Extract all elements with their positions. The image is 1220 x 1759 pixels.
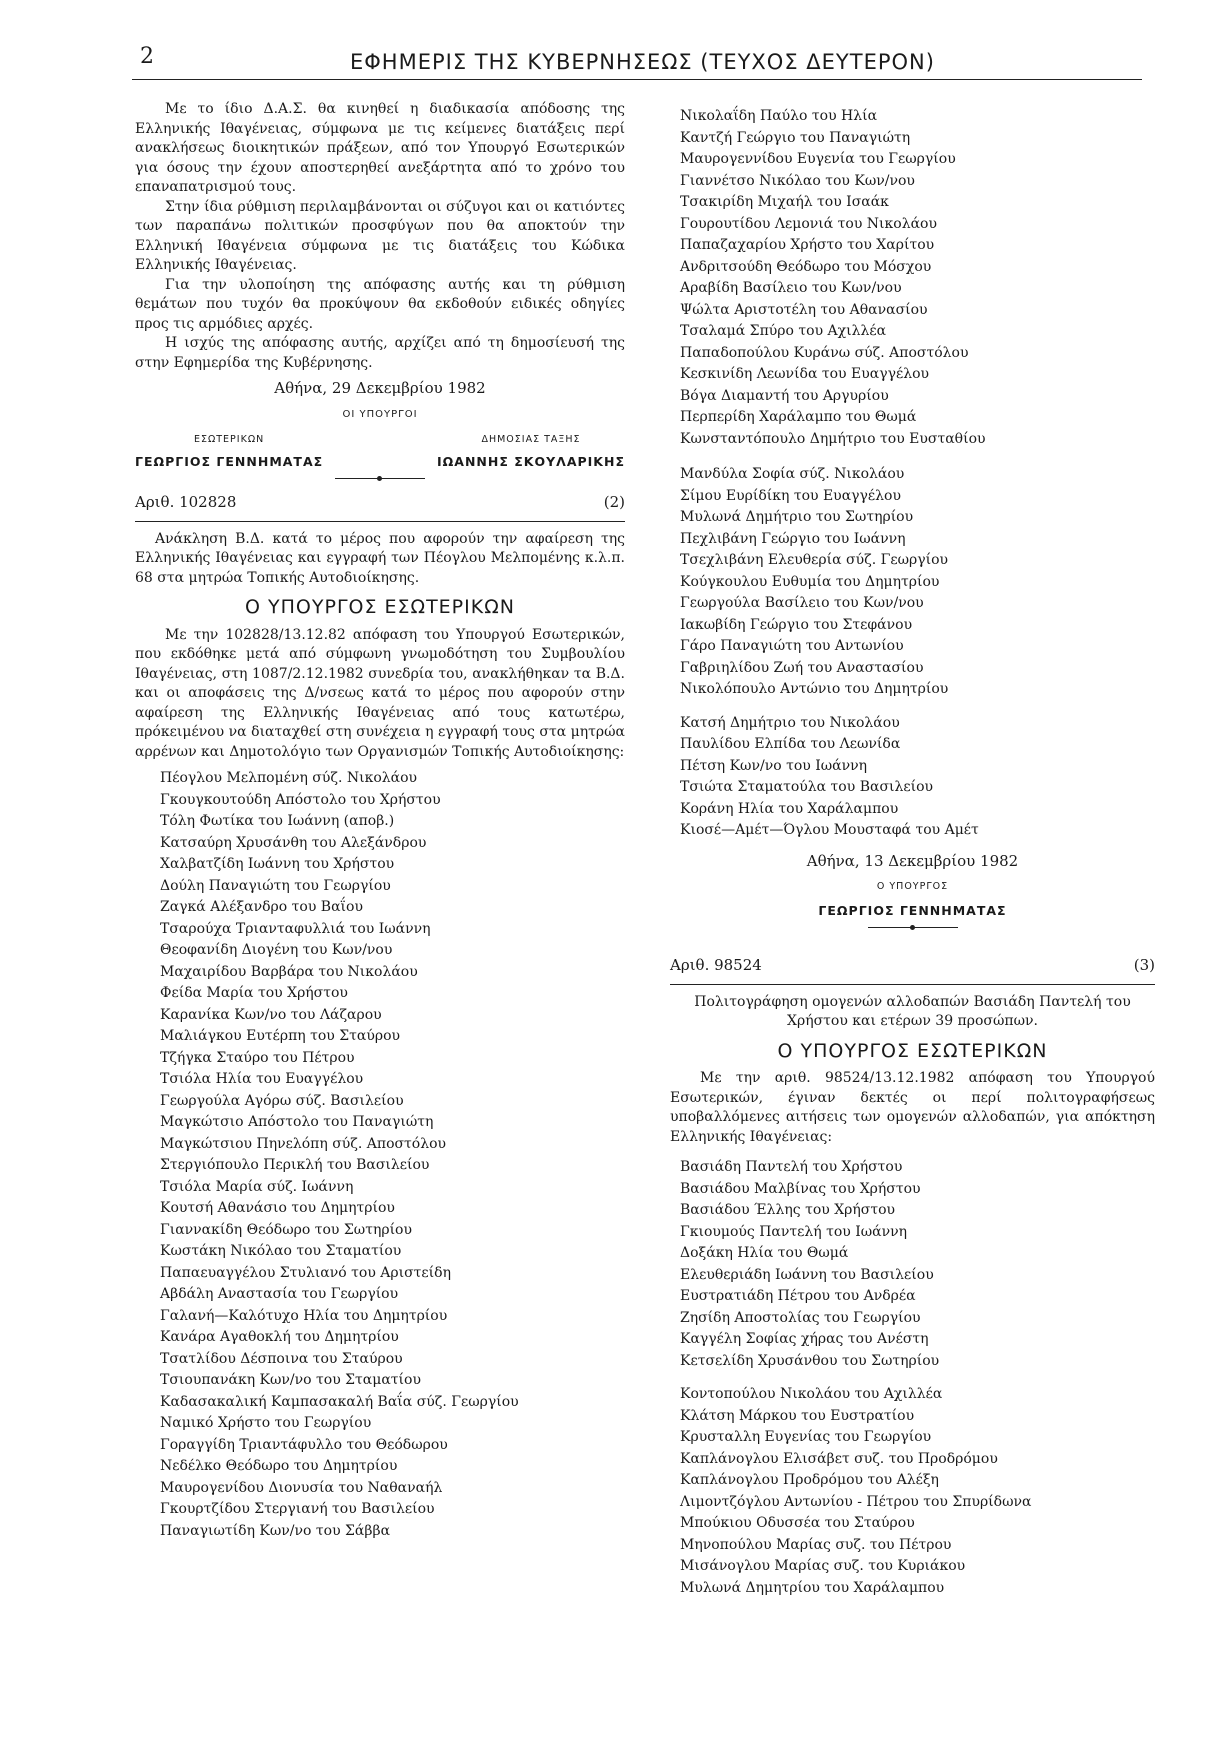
list-item: Βασιάδου Έλλης του Χρήστου — [680, 1202, 896, 1218]
list-item: Τσεχλιβάνη Ελευθερία σύζ. Γεωργίου — [680, 552, 949, 568]
list-item: Γκουγκουτούδη Απόστολο του Χρήστου — [160, 791, 441, 808]
signer-public-order-title: ΔΗΜΟΣΙΑΣ ΤΑΞΗΣ — [481, 434, 581, 445]
list-item: Τσιώτα Σταματούλα του Βασιλείου — [680, 779, 934, 795]
list-item: Γουρουτίδου Λεμονιά του Νικολάου — [680, 215, 937, 232]
decision3-body: Με την αριθ. 98524/13.12.1982 απόφαση του Υπουργού Εσωτερικών, έγιναν δεκτές οι περί πολιτογραφήσεως υποβαλλόμενες αιτήσεις των ομογενών αλλοδαπών, για απόκτηση Ελληνικής Ιθαγένειας: — [670, 1070, 1155, 1145]
list-item: Γάρο Παναγιώτη του Αντωνίου — [680, 638, 904, 654]
page-number: 2 — [140, 44, 154, 69]
list-item: Κοντοπούλου Νικολάου του Αχιλλέα — [680, 1386, 943, 1402]
decision1-paragraph-1: Με το ίδιο Δ.Α.Σ. θα κινηθεί η διαδικασία απόδοσης της Ελληνικής Ιθαγένειας, σύμφωνα με τις κείμενες διατάξεις περί ανακλήσεως διοικητικών πράξεων, από τον Υπουργό Εσωτερικών για όσους την έχουν αποστερηθεί ανεξάρτητα από το χρόνο του επαναπατρισμού τους. — [135, 101, 625, 195]
decision3-names-2 — [670, 1384, 1155, 1599]
list-item: Μαλιάγκου Ευτέρπη του Σταύρου — [160, 1028, 401, 1044]
list-item: Παναγιωτίδη Κων/νο του Σάββα — [160, 1522, 391, 1539]
signer-public-order-name: ΙΩΑΝΝΗΣ ΣΚΟΥΛΑΡΙΚΗΣ — [437, 453, 625, 469]
decision2-number-row — [135, 493, 625, 513]
list-item: Ευστρατιάδη Πέτρου του Ανδρέα — [680, 1288, 916, 1304]
list-item: Κρυσταλλη Ευγενίας του Γεωργίου — [680, 1429, 932, 1445]
separator — [135, 471, 625, 485]
list-item: Αραβίδη Βασίλειο του Κων/νου — [680, 280, 902, 296]
list-item: Μαγκώτσιο Απόστολο του Παναγιώτη — [160, 1114, 434, 1130]
ministers-label: ΟΙ ΥΠΟΥΡΓΟΙ — [342, 408, 418, 420]
decision2-heading: Ο ΥΠΟΥΡΓΟΣ ΕΣΩΤΕΡΙΚΩΝ — [245, 596, 515, 618]
list-item: Βασιάδη Παντελή του Χρήστου — [680, 1159, 903, 1175]
list-item: Μισάνογλου Μαρίας συζ. του Κυριάκου — [680, 1558, 966, 1574]
list-item: Καδασακαλική Καμπασακαλή Βαΐα σύζ. Γεωργίου — [160, 1393, 519, 1410]
decision2-names-right-2 — [670, 464, 1155, 701]
list-item: Κούγκουλου Ευθυμία του Δημητρίου — [680, 573, 940, 590]
running-head: ΕΦΗΜΕΡΙΣ ΤΗΣ ΚΥΒΕΡΝΗΣΕΩΣ (ΤΕΥΧΟΣ ΔΕΥΤΕΡΟΝ) — [350, 50, 935, 74]
list-item: Μαχαιρίδου Βαρβάρα του Νικολάου — [160, 963, 418, 980]
decision3-heading: Ο ΥΠΟΥΡΓΟΣ ΕΣΩΤΕΡΙΚΩΝ — [777, 1039, 1048, 1062]
list-item: Μηνοπούλου Μαρίας συζ. του Πέτρου — [680, 1536, 952, 1553]
list-item: Δούλη Παναγιώτη του Γεωργίου — [160, 877, 391, 894]
list-item: Γκιουμούς Παντελή του Ιωάννη — [680, 1223, 908, 1240]
signer-interior-name: ΓΕΩΡΓΙΟΣ ΓΕΝΝΗΜΑΤΑΣ — [135, 453, 324, 469]
decision3-number-row — [670, 956, 1155, 976]
list-item: Γιαννακίδη Θεόδωρο του Σωτηρίου — [160, 1221, 412, 1238]
list-item: Ανδριτσούδη Θεόδωρο του Μόσχου — [680, 258, 932, 275]
list-item: Αβδάλη Αναστασία του Γεωργίου — [160, 1286, 399, 1302]
list-item: Γεωργούλα Βασίλειο του Κων/νου — [680, 595, 924, 611]
left-column — [135, 100, 625, 1542]
decision2-names-right-3 — [670, 713, 1155, 842]
list-item: Μαγκώτσιου Πηνελόπη σύζ. Αποστόλου — [160, 1135, 447, 1152]
decision2-signer-title: Ο ΥΠΟΥΡΓΟΣ — [876, 881, 949, 892]
list-item: Κατσαύρη Χρυσάνθη του Αλεξάνδρου — [160, 834, 427, 851]
list-item: Παπαδοπούλου Κυράνω σύζ. Αποστόλου — [680, 344, 969, 361]
list-item: Κοράνη Ηλία του Χαράλαμπου — [680, 800, 899, 817]
list-item: Καρανίκα Κων/νο του Λάζαρου — [160, 1006, 382, 1023]
decision3-number: Αριθ. 98524 — [670, 956, 762, 974]
decision1-signers — [135, 430, 625, 471]
list-item: Τσακιρίδη Μιχαήλ του Ισαάκ — [680, 194, 889, 210]
list-item: Παπαζαχαρίου Χρήστο του Χαρίτου — [680, 237, 935, 253]
decision2-index: (2) — [603, 493, 625, 511]
list-item: Κωνσταντόπουλο Δημήτριο του Ευσταθίου — [680, 430, 986, 447]
list-item: Κατσή Δημήτριο του Νικολάου — [680, 714, 900, 731]
list-item: Μπούκιου Οδυσσέα του Σταύρου — [680, 1515, 915, 1531]
list-item: Καντζή Γεώργιο του Παναγιώτη — [680, 129, 911, 146]
list-item: Κανάρα Αγαθοκλή του Δημητρίου — [160, 1329, 399, 1345]
list-item: Κετσελίδη Χρυσάνθου του Σωτηρίου — [680, 1352, 940, 1369]
list-item: Μαυρογενίδου Διονυσία του Ναθαναήλ — [160, 1479, 443, 1496]
separator — [670, 920, 1155, 934]
list-item: Γκουρτζίδου Στεργιανή του Βασιλείου — [160, 1501, 435, 1517]
decision1-paragraph-3: Για την υλοποίηση της απόφασης αυτής και τη ρύθμιση θεμάτων που τυχόν θα προκύψουν θα εκδοθούν ειδικές οδηγίες προς τις αρμόδιες αρχές. — [135, 276, 625, 332]
list-item: Πέογλου Μελπομένη σύζ. Νικολάου — [160, 770, 418, 786]
decision2-number: Αριθ. 102828 — [135, 493, 237, 511]
list-item: Γιαννέτσο Νικόλαο του Κων/νου — [680, 172, 915, 189]
list-item: Ναμικό Χρήστο του Γεωργίου — [160, 1415, 372, 1431]
decision2-names-right-1 — [670, 106, 1155, 450]
list-item: Καπλάνογλου Προδρόμου του Αλέξη — [680, 1472, 939, 1488]
list-item: Βασιάδου Μαλβίνας του Χρήστου — [680, 1180, 921, 1197]
decision3-summary: Πολιτογράφηση ομογενών αλλοδαπών Βασιάδη Παντελή του Χρήστου και ετέρων 39 προσώπων. — [694, 993, 1131, 1029]
list-item: Γαβριηλίδου Ζωή του Αναστασίου — [680, 659, 924, 676]
list-item: Σίμου Ευρίδίκη του Ευαγγέλου — [680, 487, 901, 504]
list-item: Κλάτση Μάρκου του Ευστρατίου — [680, 1407, 915, 1424]
list-item: Λιμοντζόγλου Αντωνίου - Πέτρου του Σπυρίδωνα — [680, 1493, 1032, 1510]
list-item: Νικολόπουλο Αντώνιο του Δημητρίου — [680, 681, 949, 697]
list-item: Ζησίδη Αποστολίας του Γεωργίου — [680, 1309, 921, 1326]
list-item: Τσαρούχα Τριανταφυλλιά του Ιωάννη — [160, 920, 431, 937]
list-item: Βόγα Διαμαντή του Αργυρίου — [680, 387, 889, 404]
decision3-index: (3) — [1133, 956, 1155, 974]
list-item: Παυλίδου Ελπίδα του Λεωνίδα — [680, 736, 901, 752]
decision2-signer-name: ΓΕΩΡΓΙΟΣ ΓΕΝΝΗΜΑΤΑΣ — [818, 902, 1007, 918]
decision2-rule — [135, 521, 625, 522]
decision2-names-left — [135, 768, 625, 1542]
decision3-rule — [670, 984, 1155, 985]
list-item: Καγγέλη Σοφίας χήρας του Ανέστη — [680, 1331, 929, 1347]
list-item: Μαυρογεννίδου Ευγενία του Γεωργίου — [680, 151, 956, 167]
list-item: Καπλάνογλου Ελισάβετ συζ. του Προδρόμου — [680, 1450, 998, 1467]
signer-interior-title: ΕΣΩΤΕΡΙΚΩΝ — [193, 434, 265, 445]
list-item: Μυλωνά Δημητρίου του Χαράλαμπου — [680, 1579, 945, 1596]
list-item: Τσιόλα Μαρία σύζ. Ιωάννη — [160, 1178, 354, 1195]
decision1-date: Αθήνα, 29 Δεκεμβρίου 1982 — [274, 379, 486, 397]
right-column — [670, 100, 1155, 1599]
decision2-date: Αθήνα, 13 Δεκεμβρίου 1982 — [806, 851, 1019, 870]
list-item: Φείδα Μαρία του Χρήστου — [160, 985, 348, 1001]
list-item: Κεσκινίδη Λεωνίδα του Ευαγγέλου — [680, 366, 930, 382]
list-item: Τσατλίδου Δέσποινα του Σταύρου — [160, 1350, 403, 1367]
list-item: Γεωργούλα Αγόρω σύζ. Βασιλείου — [160, 1092, 404, 1109]
list-item: Τόλη Φωτίκα του Ιωάννη (αποβ.) — [160, 813, 395, 829]
list-item: Θεοφανίδη Διογένη του Κων/νου — [160, 942, 393, 958]
list-item: Ζαγκά Αλέξανδρο του Βαΐου — [160, 899, 363, 915]
list-item: Νεδέλκο Θεόδωρο του Δημητρίου — [160, 1458, 398, 1474]
decision1-paragraph-4: Η ισχύς της απόφασης αυτής, αρχίζει από τη δημοσίευσή της στην Εφημερίδα της Κυβέρνησης. — [135, 335, 625, 371]
list-item: Τσαλαμά Σπύρο του Αχιλλέα — [680, 323, 887, 339]
decision1-paragraph-2: Στην ίδια ρύθμιση περιλαμβάνονται οι σύζυγοι και οι κατιόντες των παραπάνω πολιτικών προσφύγων που θα αποκτούν την Ελληνική Ιθαγένεια σύμφωνα με τις διατάξεις του Κώδικα Ελληνικής Ιθαγένειας. — [135, 198, 625, 273]
signer-interior — [135, 430, 323, 471]
decision2-summary: Ανάκληση Β.Δ. κατά το μέρος που αφορούν την αφαίρεση της Ελληνικής Ιθαγένειας και εγγραφή των Πέογλου Μελπομένης κ.λ.π. 68 στα μητρώα Τοπικής Αυτοδιοίκησης. — [135, 530, 625, 586]
list-item: Στεργιόπουλο Περικλή του Βασιλείου — [160, 1157, 430, 1173]
decision3-names-1 — [670, 1157, 1155, 1372]
list-item: Γοραγγίδη Τριαντάφυλλο του Θεόδωρου — [160, 1436, 448, 1453]
list-item: Νικολαΐδη Παύλο του Ηλία — [680, 108, 878, 124]
list-item: Τζήγκα Σταύρο του Πέτρου — [160, 1049, 355, 1066]
list-item: Κιοσέ—Αμέτ—Όγλου Μουσταφά του Αμέτ — [680, 822, 979, 838]
list-item: Μανδύλα Σοφία σύζ. Νικολάου — [680, 466, 905, 482]
list-item: Παπαευαγγέλου Στυλιανό του Αριστείδη — [160, 1264, 451, 1281]
list-item: Τσιόλα Ηλία του Ευαγγέλου — [160, 1071, 364, 1087]
list-item: Τσιουπανάκη Κων/νο του Σταματίου — [160, 1372, 421, 1388]
list-item: Μυλωνά Δημήτριο του Σωτηρίου — [680, 509, 914, 525]
list-item: Κουτσή Αθανάσιο του Δημητρίου — [160, 1200, 395, 1216]
list-item: Πεχλιβάνη Γεώργιο του Ιωάννη — [680, 530, 906, 547]
list-item: Ελευθεριάδη Ιωάννη του Βασιλείου — [680, 1266, 934, 1283]
list-item: Ψώλτα Αριστοτέλη του Αθανασίου — [680, 301, 928, 318]
list-item: Χαλβατζίδη Ιωάννη του Χρήστου — [160, 856, 395, 872]
list-item: Γαλανή—Καλότυχο Ηλία του Δημητρίου — [160, 1307, 448, 1324]
decision2-body: Με την 102828/13.12.82 απόφαση του Υπουργού Εσωτερικών, που εκδόθηκε μετά από σύμφωνη γνωμοδότηση του Συμβουλίου Ιθαγένειας, στη 1087/2.12.1982 συνεδρία του, ανακλήθηκαν τα Β.Δ. και οι αποφάσεις της Δ/νσεως κατά το μέρος που αφορούν στην αφαίρεση της Ελληνικής Ιθαγένειας από τους κατωτέρω, πρόκειμένου να διαταχθεί στη συνέχεια η εγγραφή τους στα μητρώα αρρένων και Δημοτολόγιο των Οργανισμών Τοπικής Αυτοδιοίκησης: — [135, 626, 625, 760]
list-item: Ιακωβίδη Γεώργιο του Στεφάνου — [680, 616, 913, 633]
list-item: Κωστάκη Νικόλαο του Σταματίου — [160, 1243, 402, 1259]
list-item: Πέτση Κων/νο του Ιωάννη — [680, 757, 868, 774]
list-item: Δοξάκη Ηλία του Θωμά — [680, 1245, 849, 1261]
header-rule — [132, 79, 1142, 80]
signer-public-order — [437, 430, 625, 471]
list-item: Περπερίδη Χαράλαμπο του Θωμά — [680, 409, 917, 425]
